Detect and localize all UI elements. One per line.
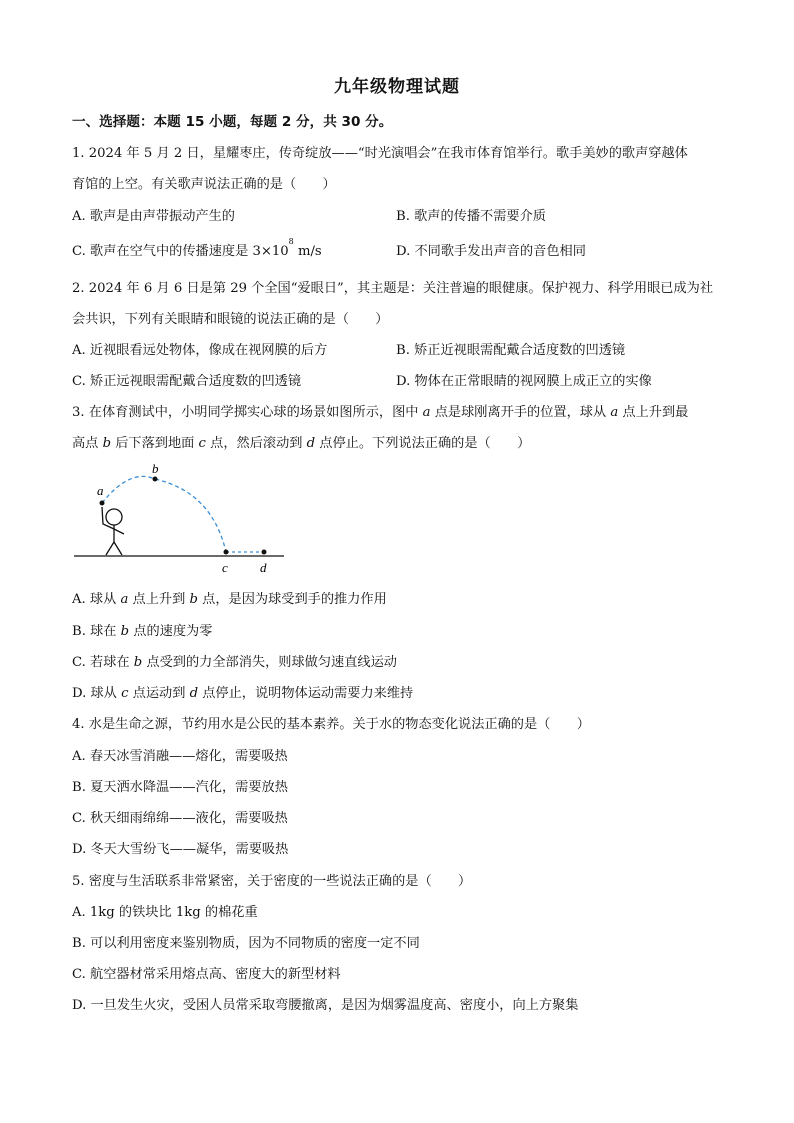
person-right-leg (114, 542, 122, 555)
label-c: c (222, 560, 228, 575)
q3-option-c (72, 651, 397, 670)
q5-option-d: D. 一旦发生火灾，受困人员常采取弯腰撤离，是因为烟雾温度高、密度小，向上方聚集 (72, 998, 579, 1013)
q1-option-c-exponent: 8 (288, 237, 294, 246)
q3-b-text: 点的速度为零 (129, 624, 213, 639)
q3-d-text: D. 球从 (72, 686, 122, 701)
q3-var-d: d (306, 436, 316, 451)
label-a: a (97, 483, 104, 498)
q3-text: 点，然后滚动到 (205, 436, 307, 451)
q3-stem-line2 (72, 432, 530, 451)
q1-option-d: D. 不同歌手发出声音的音色相同 (396, 244, 586, 259)
q3-option-d (72, 682, 413, 701)
q2-stem-line2: 会共识，下列有关眼睛和眼镜的说法正确的是（ ） (72, 312, 389, 327)
q4-option-b: B. 夏天洒水降温——汽化，需要放热 (72, 780, 288, 795)
q3-text: 3. 在体育测试中，小明同学掷实心球的场景如图所示，图中 (72, 405, 423, 420)
q1-option-c-text: C. 歌声在空气中的传播速度是 3×10 (72, 244, 289, 259)
q3-figure (72, 462, 302, 577)
point-d (262, 550, 267, 555)
q1-stem-line2: 育馆的上空。有关歌声说法正确的是（ ） (72, 177, 336, 192)
q3-a-text: 点，是因为球受到手的推力作用 (197, 592, 387, 607)
q3-c-text: C. 若球在 (72, 655, 134, 670)
person-left-leg (106, 542, 114, 555)
q4-option-d: D. 冬天大雪纷飞——凝华，需要吸热 (72, 842, 289, 857)
q2-option-d: D. 物体在正常眼睛的视网膜上成正立的实像 (396, 374, 652, 389)
q3-c-text: 点受到的力全部消失，则球做匀速直线运动 (142, 655, 397, 670)
q1-option-c (72, 237, 322, 259)
label-d: d (260, 560, 267, 575)
q3-var-a: a (120, 592, 129, 607)
q5-option-c: C. 航空器材常采用熔点高、密度大的新型材料 (72, 967, 341, 982)
q1-option-a: A. 歌声是由声带振动产生的 (72, 209, 235, 224)
ball-trajectory (102, 476, 226, 552)
q3-text: 点上升到最 (618, 405, 689, 420)
q3-var-c: c (121, 686, 129, 701)
q5-stem: 5. 密度与生活联系非常紧密，关于密度的一些说法正确的是（ ） (72, 874, 472, 889)
q5-option-b: B. 可以利用密度来鉴别物质，因为不同物质的密度一定不同 (72, 936, 420, 951)
q3-text: 点是球刚离开手的位置，球从 (430, 405, 611, 420)
q2-stem-line1: 2. 2024 年 6 月 6 日是第 29 个全国“爱眼日”，其主题是：关注普遍的眼健康。保护视力、科学用眼已成为社 (72, 281, 714, 296)
q3-var-b: b (120, 624, 130, 639)
q1-option-c-unit: m/s (293, 244, 322, 259)
label-b: b (152, 462, 159, 476)
q1-option-b: B. 歌声的传播不需要介质 (396, 209, 546, 224)
q2-option-a: A. 近视眼看远处物体，像成在视网膜的后方 (72, 343, 328, 358)
q3-d-text: 点停止，说明物体运动需要力来维持 (198, 686, 414, 701)
point-a (100, 501, 105, 506)
q3-option-b (72, 620, 212, 639)
q3-text: 后下落到地面 (111, 436, 199, 451)
q3-var-d: d (189, 686, 199, 701)
point-b (153, 477, 158, 482)
page-title: 九年级物理试题 (334, 77, 460, 97)
q3-d-text: 点运动到 (128, 686, 190, 701)
q3-text: 高点 (72, 436, 103, 451)
q3-var-c: c (198, 436, 206, 451)
person-arm-raised (102, 507, 114, 529)
point-c (224, 550, 229, 555)
q3-var-a: a (610, 405, 619, 420)
person-arm (114, 529, 124, 534)
q3-option-a (72, 588, 387, 607)
q3-stem-line1 (72, 401, 688, 420)
q3-a-text: 点上升到 (128, 592, 190, 607)
q3-var-a: a (422, 405, 431, 420)
q5-option-a: A. 1kg 的铁块比 1kg 的棉花重 (72, 905, 258, 920)
q3-text: 点停止。下列说法正确的是（ ） (315, 436, 531, 451)
q3-var-b: b (189, 592, 198, 607)
q2-option-b: B. 矫正近视眼需配戴合适度数的凹透镜 (396, 343, 626, 358)
section-heading: 一、选择题：本题 15 小题，每题 2 分，共 30 分。 (72, 114, 393, 130)
q3-b-text: B. 球在 (72, 624, 121, 639)
person-head (106, 509, 122, 525)
q2-option-c: C. 矫正远视眼需配戴合适度数的凹透镜 (72, 374, 302, 389)
q1-stem-line1: 1. 2024 年 5 月 2 日，星耀枣庄，传奇绽放——“时光演唱会”在我市体育馆举行。歌手美妙的歌声穿越体 (72, 146, 688, 161)
q3-var-b: b (133, 655, 143, 670)
q4-option-a: A. 春天冰雪消融——熔化，需要吸热 (72, 749, 288, 764)
q3-a-text: A. 球从 (72, 592, 121, 607)
q4-option-c: C. 秋天细雨绵绵——液化，需要吸热 (72, 811, 288, 826)
q3-var-b: b (102, 436, 112, 451)
q4-stem: 4. 水是生命之源，节约用水是公民的基本素养。关于水的物态变化说法正确的是（ ） (72, 717, 590, 732)
